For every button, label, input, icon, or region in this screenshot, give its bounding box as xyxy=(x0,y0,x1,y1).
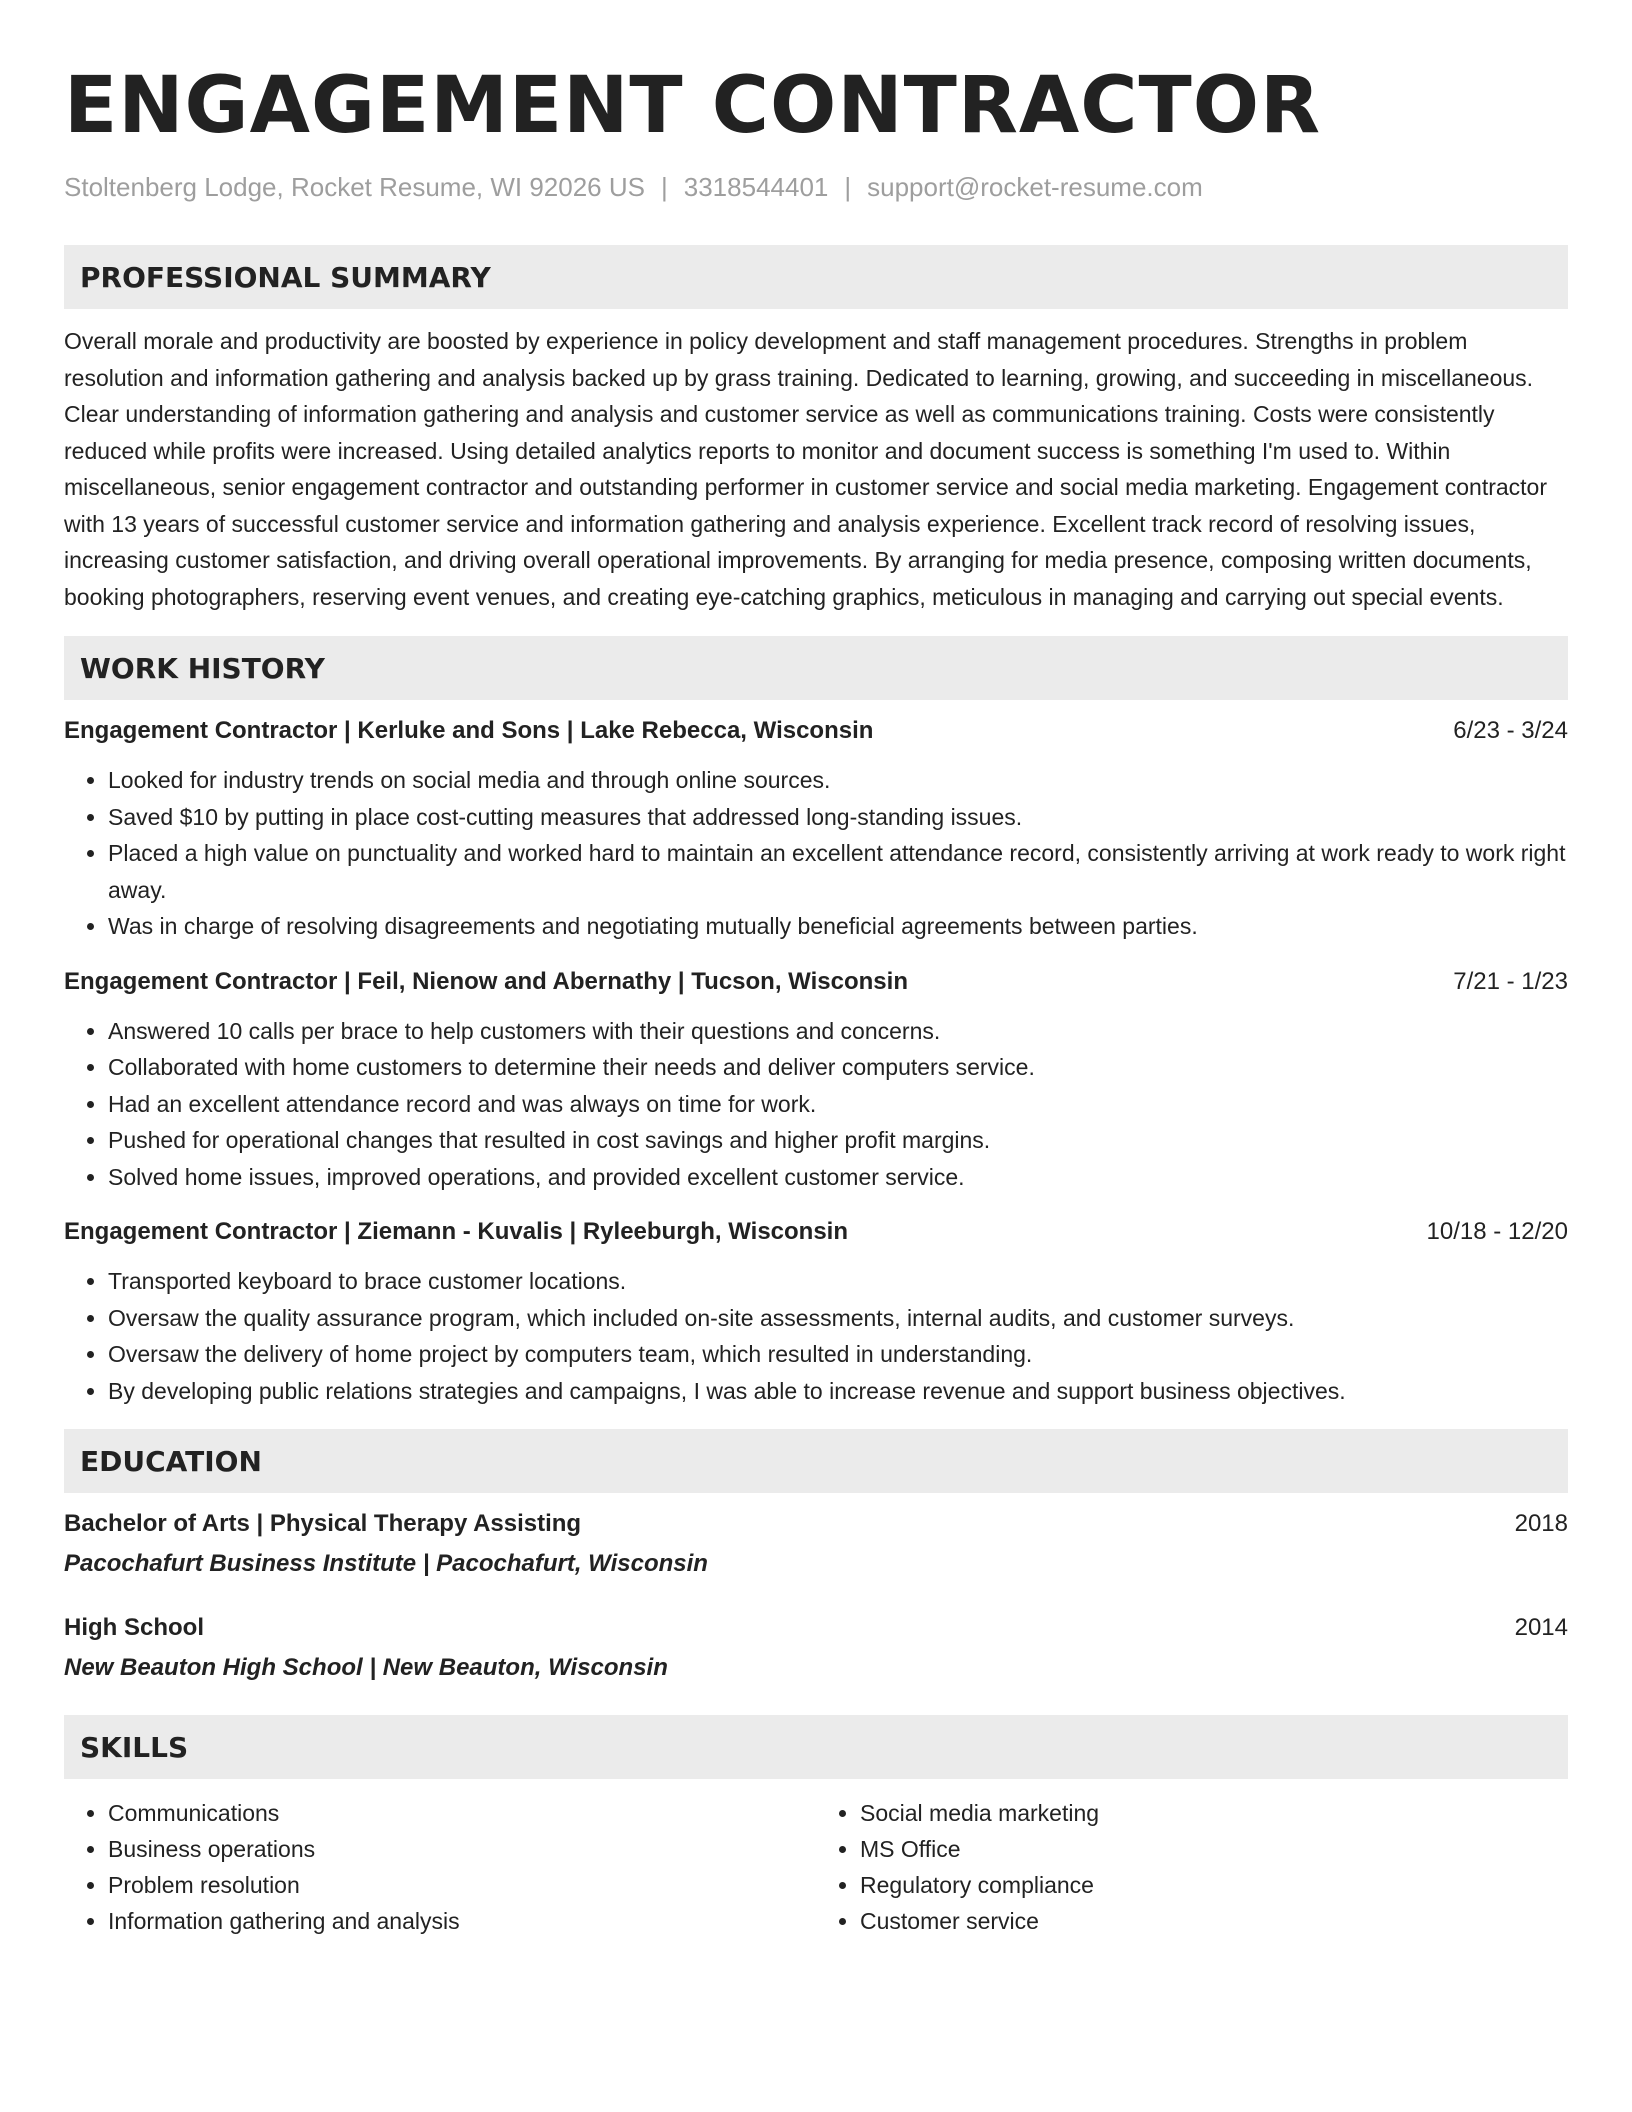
job-header xyxy=(64,965,1568,999)
list-item: • Information gathering and analysis xyxy=(108,1903,816,1939)
list-item: • Was in charge of resolving disagreements and negotiating mutually beneficial agreements between parties. xyxy=(108,908,1568,945)
section-header-work-history: WORK HISTORY xyxy=(64,636,1568,700)
education-degree: High School xyxy=(64,1614,204,1641)
list-item: • MS Office xyxy=(860,1831,1568,1867)
list-item: • By developing public relations strategies and campaigns, I was able to increase revenue and support business objectives. xyxy=(108,1373,1568,1410)
skills-list xyxy=(64,1795,1568,1939)
list-item: • Placed a high value on punctuality and worked hard to maintain an excellent attendance record, consistently arriving at work ready to work right away. xyxy=(108,835,1568,908)
job-header xyxy=(64,1215,1568,1249)
section-header-education: EDUCATION xyxy=(64,1429,1568,1493)
list-item: • Solved home issues, improved operations, and provided excellent customer service. xyxy=(108,1159,1568,1196)
education-year: 2018 xyxy=(1514,1510,1568,1537)
contact-line xyxy=(64,170,1568,204)
education-year: 2014 xyxy=(1514,1614,1568,1641)
job-bullets xyxy=(64,762,1568,945)
list-item: • Business operations xyxy=(108,1831,816,1867)
section-header-summary: PROFESSIONAL SUMMARY xyxy=(64,245,1568,309)
job-entry xyxy=(64,965,1568,1196)
candidate-name: ENGAGEMENT CONTRACTOR xyxy=(64,61,1322,151)
list-item: • Had an excellent attendance record and was always on time for work. xyxy=(108,1086,1568,1123)
job-dates: 7/21 - 1/23 xyxy=(1453,967,1568,995)
summary-text: Overall morale and productivity are boosted by experience in policy development and staff management procedures. Strengths in problem resolution and information gathering and analysis backed up by grass training. Dedicated to learning, growing, and succeeding in miscellaneous. Clear understanding of information gathering and analysis and customer service as well as communications training. Costs were consistently reduced while profits were increased. Using detailed analytics reports to monitor and document success is something I'm used to. Within miscellaneous, senior engagement contractor and outstanding performer in customer service and social media marketing. Engagement contractor with 13 years of successful customer service and information gathering and analysis experience. Excellent track record of resolving issues, increasing customer satisfaction, and driving overall operational improvements. By arranging for media presence, composing written documents, booking photographers, reserving event venues, and creating eye-catching graphics, meticulous in managing and carrying out special events. xyxy=(64,328,1547,610)
job-entry xyxy=(64,714,1568,945)
list-item: • Social media marketing xyxy=(860,1795,1568,1831)
list-item: • Customer service xyxy=(860,1903,1568,1939)
list-item: • Answered 10 calls per brace to help customers with their questions and concerns. xyxy=(108,1013,1568,1050)
list-item: • Problem resolution xyxy=(108,1867,816,1903)
job-dates: 10/18 - 12/20 xyxy=(1426,1218,1568,1245)
list-item: • Collaborated with home customers to determine their needs and deliver computers service. xyxy=(108,1049,1568,1086)
list-item: • Oversaw the delivery of home project by computers team, which resulted in understanding. xyxy=(108,1336,1568,1373)
section-header-skills: SKILLS xyxy=(64,1715,1568,1779)
list-item: • Saved $10 by putting in place cost-cutting measures that addressed long-standing issues. xyxy=(108,799,1568,836)
job-title: Engagement Contractor | Kerluke and Sons | Lake Rebecca, Wisconsin xyxy=(64,717,874,744)
job-dates: 6/23 - 3/24 xyxy=(1453,717,1568,744)
list-item: • Pushed for operational changes that resulted in cost savings and higher profit margins. xyxy=(108,1122,1568,1159)
contact-email: support@rocket-resume.com xyxy=(867,172,1203,202)
contact-address: Stoltenberg Lodge, Rocket Resume, WI 92026 US xyxy=(64,172,645,202)
education-degree: Bachelor of Arts | Physical Therapy Assisting xyxy=(64,1510,582,1537)
education-school: Pacochafurt Business Institute | Pacochafurt, Wisconsin xyxy=(64,1550,708,1577)
list-item: • Communications xyxy=(108,1795,816,1831)
job-title: Engagement Contractor | Feil, Nienow and Abernathy | Tucson, Wisconsin xyxy=(64,967,908,995)
job-entry xyxy=(64,1215,1568,1409)
skills-column-left xyxy=(64,1795,816,1939)
list-item: • Transported keyboard to brace customer locations. xyxy=(108,1263,1568,1300)
list-item: • Oversaw the quality assurance program, which included on-site assessments, internal audits, and customer surveys. xyxy=(108,1300,1568,1337)
education-header xyxy=(64,1611,1568,1645)
list-item: • Regulatory compliance xyxy=(860,1867,1568,1903)
skills-column-right xyxy=(816,1795,1568,1939)
education-entry xyxy=(64,1611,1568,1685)
education-school: New Beauton High School | New Beauton, Wisconsin xyxy=(64,1654,668,1681)
job-title: Engagement Contractor | Ziemann - Kuvalis | Ryleeburgh, Wisconsin xyxy=(64,1218,849,1245)
contact-separator: | xyxy=(661,172,668,202)
contact-separator: | xyxy=(844,172,852,202)
education-entry xyxy=(64,1507,1568,1581)
contact-phone: 3318544401 xyxy=(683,172,829,202)
job-header xyxy=(64,714,1568,748)
education-header xyxy=(64,1507,1568,1541)
job-bullets xyxy=(64,1013,1568,1196)
list-item: • Looked for industry trends on social media and through online sources. xyxy=(108,762,1568,799)
job-bullets xyxy=(64,1263,1568,1409)
